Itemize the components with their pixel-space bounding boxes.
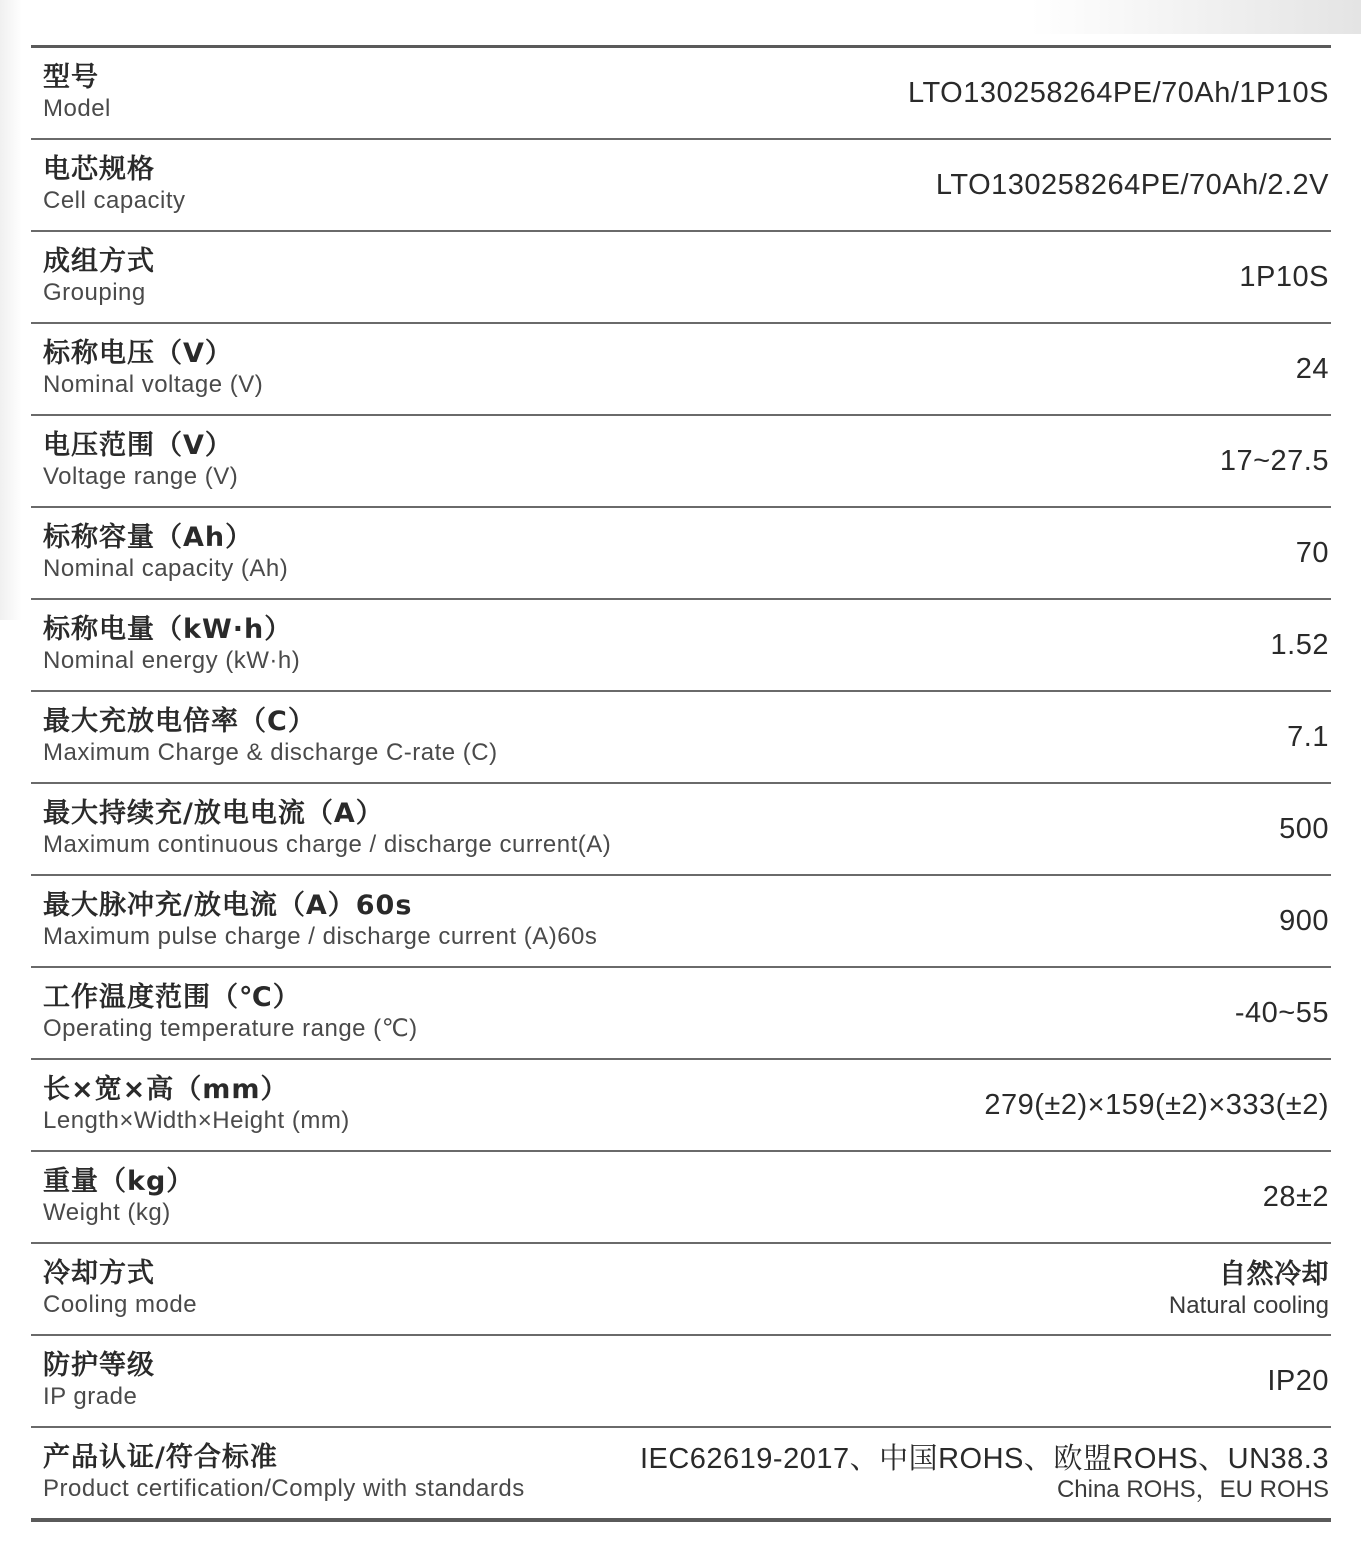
spec-label-zh: 型号 [43,62,99,93]
spec-value-text: IEC62619-2017、中国ROHS、欧盟ROHS、UN38.3 [639,1443,1329,1475]
spec-value [1287,720,1331,754]
spec-label-en: Nominal voltage (V) [43,371,264,398]
spec-value [984,1088,1331,1122]
spec-row-nominal-energy [31,600,1331,692]
spec-row-dimensions [31,1060,1331,1152]
spec-label [31,62,111,124]
spec-row-grouping [31,232,1331,324]
spec-label-en: Grouping [43,279,146,306]
spec-label-zh: 电芯规格 [43,154,155,185]
spec-value [936,168,1331,202]
spec-label-zh: 最大充放电倍率（C） [43,706,316,737]
spec-label-zh: 标称容量（Ah） [43,522,254,553]
spec-label-zh: 最大脉冲充/放电流（A）60s [43,890,413,921]
spec-label-zh: 工作温度范围（℃） [43,982,301,1013]
spec-value-text: 7.1 [1287,721,1329,753]
spec-label [31,706,498,768]
spec-label [31,1258,197,1320]
spec-label-zh: 最大持续充/放电电流（A） [43,798,384,829]
spec-value [908,76,1331,110]
spec-row-pulse-current [31,876,1331,968]
spec-label [31,1442,525,1504]
spec-value [1263,1180,1331,1214]
spec-label-en: Length×Width×Height (mm) [43,1107,350,1134]
spec-label [31,890,597,952]
spec-value [1220,444,1331,478]
spec-label-en: IP grade [43,1383,138,1410]
spec-row-voltage-range [31,416,1331,508]
spec-value-subtext: China ROHS，EU ROHS [1056,1476,1329,1503]
spec-label-zh: 重量（kg） [43,1166,195,1197]
spec-value-text: 自然冷却 [1219,1259,1329,1290]
spec-value-subtext: Natural cooling [1168,1292,1329,1319]
spec-value [1296,536,1331,570]
spec-value-text: LTO130258264PE/70Ah/1P10S [908,77,1329,109]
spec-value-text: 1P10S [1239,261,1329,293]
spec-label-zh: 产品认证/符合标准 [43,1442,278,1473]
spec-value-text: 24 [1295,353,1329,385]
spec-label [31,338,263,400]
spec-label-zh: 标称电量（kW·h） [43,614,293,645]
spec-value-text: 900 [1279,905,1329,937]
spec-label [31,1166,194,1228]
spec-row-nominal-capacity [31,508,1331,600]
spec-label-zh: 成组方式 [43,246,155,277]
spec-value [1296,352,1331,386]
page-glare [1031,0,1361,34]
spec-label-en: Nominal energy (kW·h) [43,647,301,674]
spec-row-cell-capacity [31,140,1331,232]
spec-value-text: 17~27.5 [1219,445,1329,477]
spec-table [31,45,1331,1522]
spec-value [1279,812,1331,846]
spec-value-text: IP20 [1267,1365,1329,1397]
spec-row-model [31,48,1331,140]
spec-value-text: -40~55 [1234,997,1329,1029]
spec-row-operating-temperature [31,968,1331,1060]
spec-label-en: Maximum pulse charge / discharge current (A)60s [43,923,598,950]
spec-value [1239,260,1331,294]
spec-label-zh: 标称电压（V） [43,338,233,369]
spec-label-zh: 冷却方式 [43,1258,155,1289]
spec-label-en: Voltage range (V) [43,463,239,490]
spec-value [1267,1364,1331,1398]
spec-row-weight [31,1152,1331,1244]
spec-value-text: 70 [1295,537,1329,569]
spec-value-text: 279(±2)×159(±2)×333(±2) [984,1089,1329,1121]
spec-value [640,1442,1331,1504]
spec-value [1279,904,1331,938]
spec-label [31,614,300,676]
spec-value-text: 1.52 [1270,629,1329,661]
spec-label-en: Maximum Charge & discharge C-rate (C) [43,739,498,766]
spec-label-en: Cooling mode [43,1291,198,1318]
spec-label-en: Model [43,95,111,122]
spec-value-text: 28±2 [1262,1181,1329,1213]
spec-label-zh: 电压范围（V） [43,430,233,461]
spec-label-zh: 防护等级 [43,1350,155,1381]
spec-label-en: Operating temperature range (℃) [43,1015,418,1042]
spec-label [31,1350,155,1412]
page-shading-left [0,0,22,620]
spec-row-continuous-current [31,784,1331,876]
spec-row-cooling-mode [31,1244,1331,1336]
spec-label-en: Cell capacity [43,187,186,214]
spec-label-en: Product certification/Comply with standards [43,1475,525,1502]
spec-label [31,798,611,860]
spec-row-ip-grade [31,1336,1331,1428]
spec-label-en: Nominal capacity (Ah) [43,555,289,582]
spec-label [31,1074,350,1136]
spec-label [31,430,238,492]
spec-value [1235,996,1331,1030]
spec-value [1169,1258,1331,1320]
spec-value-text: 500 [1279,813,1329,845]
spec-label [31,246,155,308]
spec-row-c-rate [31,692,1331,784]
spec-label-en: Weight (kg) [43,1199,171,1226]
spec-label [31,522,288,584]
spec-label-zh: 长×宽×高（mm） [43,1074,289,1105]
spec-label [31,982,418,1044]
spec-value [1271,628,1331,662]
spec-label-en: Maximum continuous charge / discharge current(A) [43,831,612,858]
spec-row-certification [31,1428,1331,1522]
spec-label [31,154,186,216]
spec-value-text: LTO130258264PE/70Ah/2.2V [935,169,1329,201]
spec-row-nominal-voltage [31,324,1331,416]
